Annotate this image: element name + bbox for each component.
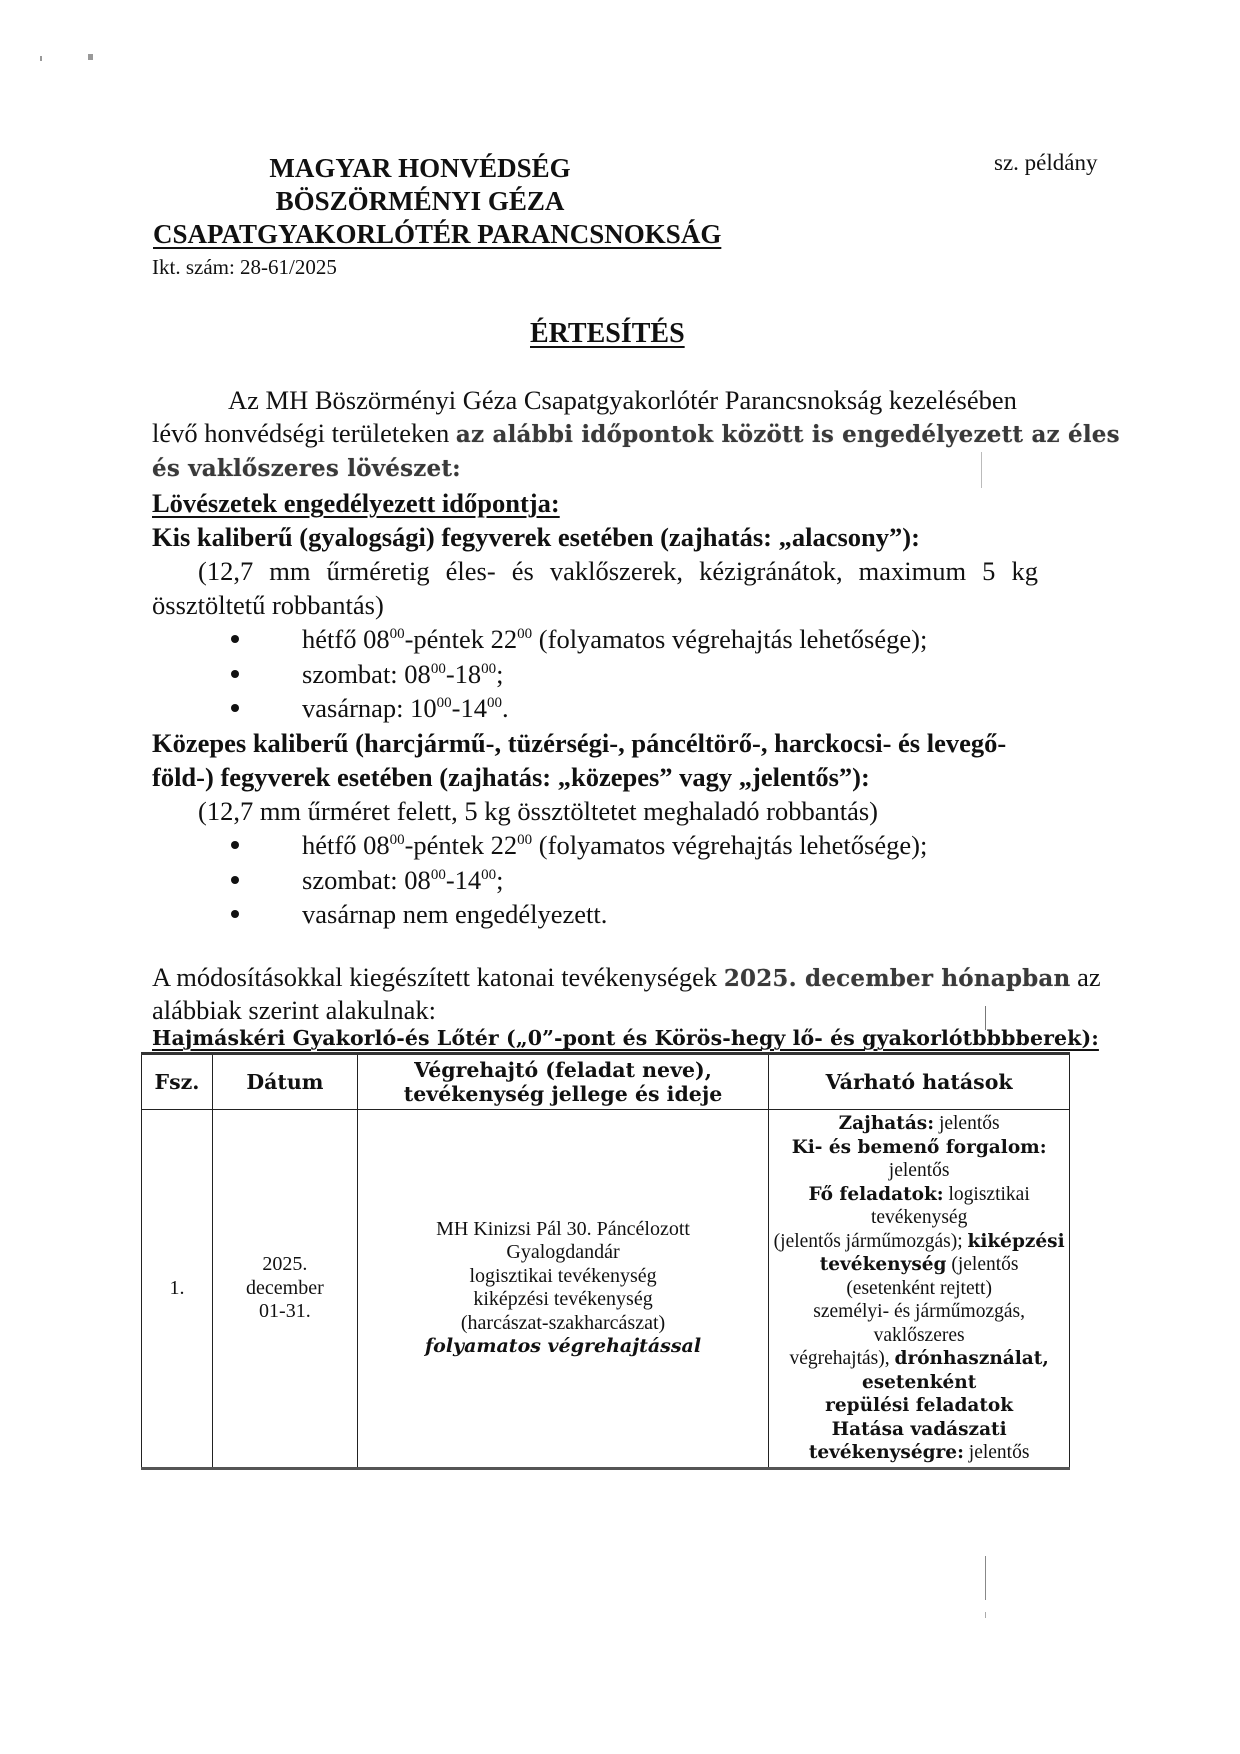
medium-caliber-schedule-item: szombat: $08^{00}-14^{00}$;	[231, 864, 504, 897]
scan-artifact	[985, 1612, 986, 1618]
intro-line2	[152, 417, 1120, 451]
org-name-line1: MAGYAR HONVÉDSÉG	[269, 153, 571, 183]
medium-caliber-schedule-item: hétfő $08^{00}$-péntek $22^{00}$ (folyamatos végrehajtás lehetősége);	[231, 829, 927, 862]
org-name-line2: BÖSZÖRMÉNYI GÉZA	[275, 186, 565, 216]
intro-line2-plain: lévő honvédségi területeken	[152, 418, 456, 448]
cell-effects: Zajhatás: jelentős Ki- és bemenő forgalom: jelentős Fő feladatok: logisztikai tevékenység (jelentős járműmozgás); kiképzési tevékenység (jelentős (esetenként rejtett) személyi- és járműmozgás, vaklőszeres végrehajtás), drónhasználat, esetenként repülési feladatok Hatása vadászati tevékenységre: jelentős	[769, 1110, 1070, 1469]
medium-caliber-heading-line1: Közepes kaliberű (harcjármű-, tüzérségi-, páncéltörő-, harckocsi- és levegő-	[152, 728, 1007, 758]
scan-artifact	[981, 452, 982, 488]
copy-number-label: sz. példány	[994, 150, 1098, 175]
medium-caliber-desc: (12,7 mm űrméret felett, 5 kg össztöltetet meghaladó robbantás)	[198, 796, 878, 826]
bullet-icon	[231, 876, 239, 884]
scan-artifact	[88, 54, 93, 60]
bullet-icon	[231, 704, 239, 712]
location-heading: Hajmáskéri Gyakorló-és Lőtér („0”-pont és Körös-hegy lő- és gyakorlótbbbberek):	[152, 1026, 1099, 1050]
bullet-icon	[231, 841, 239, 849]
small-caliber-desc-line1: (12,7 mm űrméretig éles- és vaklőszerek, kézigránátok, maximum 5 kg	[198, 556, 1038, 586]
cell-fsz: 1.	[142, 1110, 213, 1469]
modification-text-end: az	[1070, 962, 1101, 992]
modification-text: A módosításokkal kiegészített katonai tevékenységek	[152, 962, 724, 992]
small-caliber-desc-line2: össztöltetű robbantás)	[152, 590, 384, 620]
small-caliber-schedule-item: hétfő $08^{00}$-péntek $22^{00}$ (folyamatos végrehajtás lehetősége);	[231, 623, 927, 656]
header-fsz: Fsz.	[142, 1054, 213, 1110]
document-title: ÉRTESÍTÉS	[530, 318, 685, 349]
bullet-icon	[231, 910, 239, 918]
executor-emphasis: folyamatos végrehajtással	[424, 1335, 702, 1358]
permitted-times-heading: Lövészetek engedélyezett időpontja:	[152, 488, 560, 518]
small-caliber-heading: Kis kaliberű (gyalogsági) fegyverek esetében (zajhatás: „alacsony”):	[152, 522, 920, 552]
activities-table	[141, 1052, 1070, 1470]
scan-artifact	[985, 1556, 986, 1600]
modification-highlight: 2025. december hónapban	[723, 965, 1071, 992]
bullet-icon	[231, 670, 239, 678]
scan-artifact	[40, 56, 42, 61]
cell-date: 2025. december 01-31.	[212, 1110, 357, 1469]
header-date: Dátum	[212, 1054, 357, 1110]
table-header-row	[142, 1054, 1070, 1110]
header-executor: Végrehajtó (feladat neve), tevékenység jellege és ideje	[357, 1054, 768, 1110]
table-row	[142, 1110, 1070, 1469]
header-effects: Várható hatások	[769, 1054, 1070, 1110]
intro-line1: Az MH Böszörményi Géza Csapatgyakorlótér Parancsnokság kezelésében	[228, 385, 1017, 415]
modification-line1	[152, 961, 1101, 995]
reference-number: Ikt. szám: 28-61/2025	[152, 255, 337, 279]
intro-highlight: az alábbi időpontok között is engedélyezett az éles	[455, 421, 1120, 448]
small-caliber-schedule-item: szombat: $08^{00}-18^{00}$;	[231, 658, 504, 691]
small-caliber-schedule-item: vasárnap: $10^{00}-14^{00}$.	[231, 692, 509, 725]
modification-line2: alábbiak szerint alakulnak:	[152, 995, 437, 1025]
cell-executor: MH Kinizsi Pál 30. Páncélozott Gyalogdandár logisztikai tevékenység kiképzési tevékenység (harcászat-szakharcászat) folyamatos végrehajtással	[357, 1110, 768, 1469]
org-name-line3: CSAPATGYAKORLÓTÉR PARANCSNOKSÁG	[153, 219, 722, 249]
medium-caliber-schedule-item: vasárnap nem engedélyezett.	[231, 898, 607, 931]
intro-line3: és vaklőszeres lövészet:	[152, 455, 461, 482]
bullet-icon	[231, 635, 239, 643]
medium-caliber-heading-line2: föld-) fegyverek esetében (zajhatás: „közepes” vagy „jelentős”):	[152, 762, 870, 792]
